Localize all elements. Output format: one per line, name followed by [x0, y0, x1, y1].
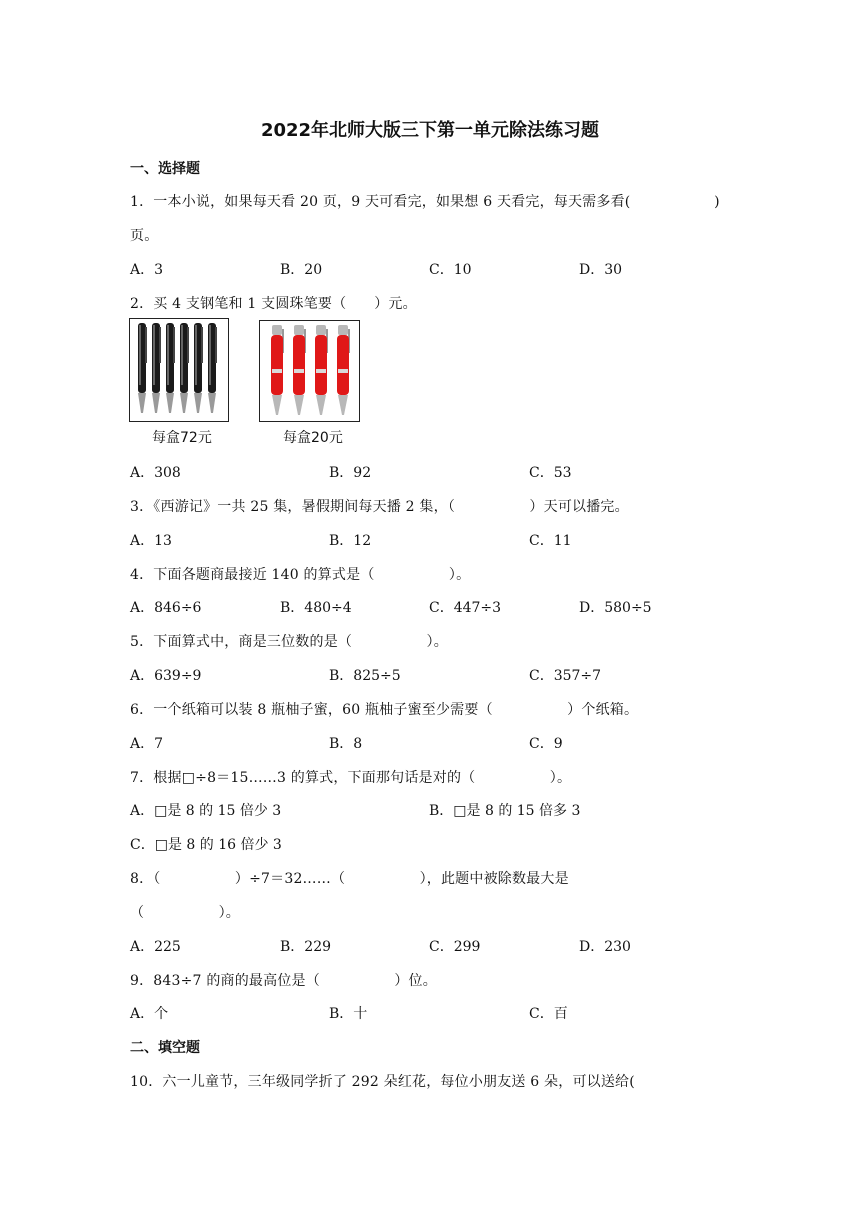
ballpens-price-caption: 每盒20元	[283, 430, 343, 446]
fountain-pen-icon	[194, 323, 203, 413]
q5-option-a: A．639÷9	[130, 668, 202, 684]
q8-option-c: C．299	[429, 939, 481, 955]
q4-option-a: A．846÷6	[130, 600, 202, 616]
question-4: 4．下面各题商最接近 140 的算式是（ ）。	[130, 567, 471, 583]
ballpoint-pen-icon	[271, 325, 284, 415]
fountain-pens-box-image	[129, 318, 229, 422]
question-6: 6．一个纸箱可以装 8 瓶柚子蜜，60 瓶柚子蜜至少需要（ ）个纸箱。	[130, 702, 639, 718]
question-7: 7．根据□÷8＝15……3 的算式，下面那句话是对的（ ）。	[130, 770, 572, 786]
question-5: 5．下面算式中，商是三位数的是（ ）。	[130, 634, 448, 650]
q5-option-c: C．357÷7	[529, 668, 602, 684]
section-heading-fill-blank: 二、填空题	[130, 1040, 200, 1056]
q1-option-b: B．20	[280, 262, 323, 278]
q1-option-d: D．30	[579, 262, 623, 278]
question-1: 1．一本小说，如果每天看 20 页，9 天可看完，如果想 6 天看完，每天需多看( )	[130, 194, 720, 210]
q2-option-c: C．53	[529, 465, 572, 481]
q8-option-b: B．229	[280, 939, 332, 955]
q1-option-c: C．10	[429, 262, 472, 278]
fountain-pen-icon	[152, 323, 161, 413]
ballpoint-pen-icon	[293, 325, 306, 415]
q7-option-a: A．□是 8 的 15 倍少 3	[130, 803, 282, 819]
question-8: 8．（ ）÷7＝32……（ ），此题中被除数最大是	[130, 871, 569, 887]
q8-option-d: D．230	[579, 939, 631, 955]
question-2: 2．买 4 支钢笔和 1 支圆珠笔要（ ）元。	[130, 296, 417, 312]
q4-option-b: B．480÷4	[280, 600, 352, 616]
page-title: 2022年北师大版三下第一单元除法练习题	[260, 120, 600, 141]
ballpoint-pens-box-image	[259, 320, 360, 422]
ballpoint-pen-icon	[315, 325, 328, 415]
q8-option-a: A．225	[130, 939, 181, 955]
ballpoint-pen-icon	[337, 325, 350, 415]
q7-option-c: C．□是 8 的 16 倍少 3	[130, 837, 282, 853]
q6-option-c: C．9	[529, 736, 563, 752]
q3-option-a: A．13	[130, 533, 172, 549]
q6-option-b: B．8	[329, 736, 363, 752]
question-9: 9．843÷7 的商的最高位是（ ）位。	[130, 973, 437, 989]
q6-option-a: A．7	[130, 736, 164, 752]
section-heading-choice: 一、选择题	[130, 161, 200, 177]
ballpoint-pens-icon	[260, 321, 359, 421]
q3-option-c: C．11	[529, 533, 572, 549]
question-3: 3．《西游记》一共 25 集，暑假期间每天播 2 集，（ ）天可以播完。	[130, 499, 629, 515]
q2-option-a: A．308	[130, 465, 181, 481]
question-8-continued: （ ）。	[130, 905, 241, 921]
fountain-pen-icon	[208, 323, 217, 413]
question-10: 10．六一儿童节，三年级同学折了 292 朵红花，每位小朋友送 6 朵，可以送给(	[130, 1074, 635, 1090]
q3-option-b: B．12	[329, 533, 372, 549]
q5-option-b: B．825÷5	[329, 668, 401, 684]
q4-option-d: D．580÷5	[579, 600, 652, 616]
q2-option-b: B．92	[329, 465, 372, 481]
fountain-pen-icon	[138, 323, 147, 413]
q1-option-a: A．3	[130, 262, 164, 278]
fountain-pen-icon	[180, 323, 189, 413]
question-1-continued: 页。	[130, 228, 159, 244]
q9-option-b: B．十	[329, 1006, 368, 1022]
q9-option-a: A．个	[130, 1006, 169, 1022]
q7-option-b: B．□是 8 的 15 倍多 3	[429, 803, 581, 819]
fountain-pens-icon	[130, 319, 228, 421]
fountain-pen-icon	[166, 323, 175, 413]
pens-price-caption: 每盒72元	[152, 430, 212, 446]
q9-option-c: C．百	[529, 1006, 568, 1022]
q4-option-c: C．447÷3	[429, 600, 502, 616]
